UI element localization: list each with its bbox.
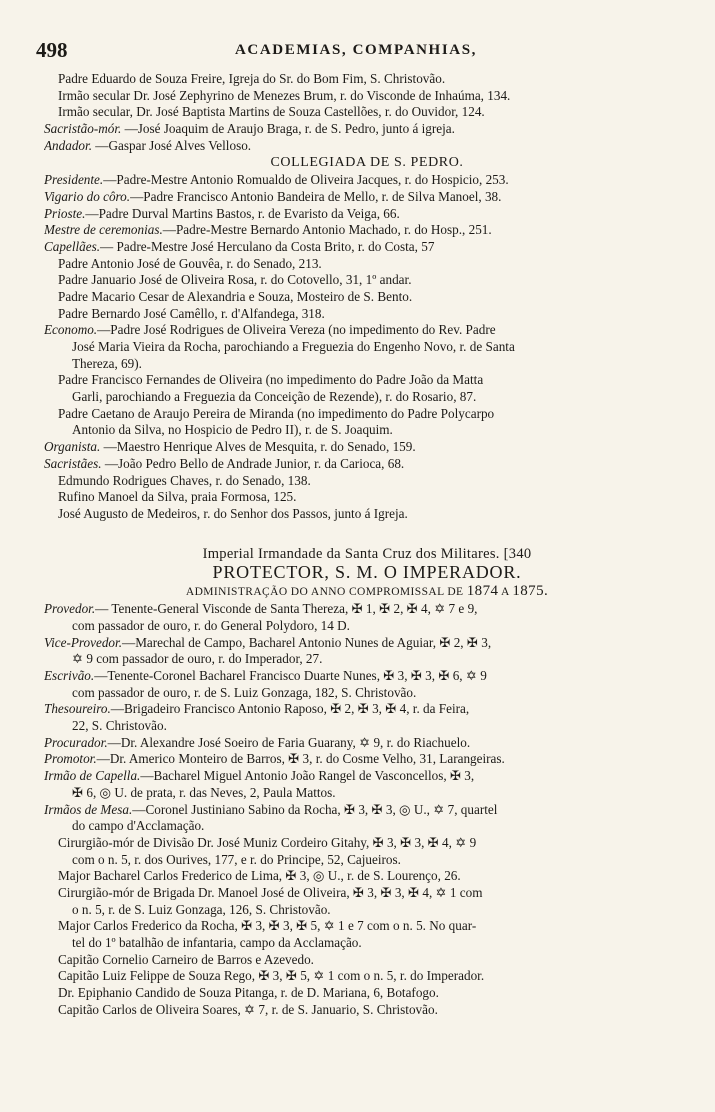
text-line xyxy=(44,701,690,718)
text-line xyxy=(44,918,690,935)
entry-text: ✠ 6, ◎ U. de prata, r. das Neves, 2, Paula Mattos. xyxy=(72,784,336,800)
entry-text: Antonio da Silva, no Hospicio de Pedro II), r. de S. Joaquim. xyxy=(72,422,393,438)
entry-label: Sacristão-mór. xyxy=(44,121,122,137)
entry-text: Padre Francisco Fernandes de Oliveira (no impedimento do Padre João da Matta xyxy=(58,372,484,388)
entry-label: Prioste. xyxy=(44,205,86,221)
entry-text: —Brigadeiro Francisco Antonio Raposo, ✠ 2, ✠ 3, ✠ 4, r. da Feira, xyxy=(110,701,470,717)
entry-text: —Bacharel Miguel Antonio João Rangel de Vasconcellos, ✠ 3, xyxy=(140,768,475,784)
page-number: 498 xyxy=(36,38,68,62)
entry-text: Major Bacharel Carlos Frederico de Lima, ✠ 3, ◎ U., r. de S. Lourenço, 26. xyxy=(58,868,461,884)
section-title-protector: PROTECTOR, S. M. O IMPERADOR. xyxy=(212,562,522,583)
entry-label: Economo. xyxy=(44,322,98,338)
text-line xyxy=(44,256,690,273)
text-line xyxy=(44,868,690,885)
entry-text: Cirurgião-mór de Divisão Dr. José Muniz Cordeiro Gitahy, ✠ 3, ✠ 3, ✠ 4, ✡ 9 xyxy=(58,834,477,850)
entry-label: Mestre de ceremonias. xyxy=(44,222,163,238)
entry-text: Padre Macario Cesar de Alexandria e Souza, Mosteiro de S. Bento. xyxy=(58,288,413,304)
entry-text: Garli, parochiando a Freguezia da Conceição de Rezende), r. do Rosario, 87. xyxy=(72,389,477,405)
entry-label: Thesoureiro. xyxy=(44,701,111,717)
text-line xyxy=(44,952,690,969)
entry-text: —Padre José Rodrigues de Oliveira Vereza (no impedimento do Rev. Padre xyxy=(97,322,496,338)
administration-year-start: 1874 xyxy=(466,583,499,600)
entry-text: —Coronel Justiniano Sabino da Rocha, ✠ 3, ✠ 3, ◎ U., ✡ 7, quartel xyxy=(132,801,498,817)
entry-text: com passador de ouro, r. do General Polydoro, 14 D. xyxy=(72,617,350,633)
entries-block-1 xyxy=(44,71,690,154)
entry-label: Provedor. xyxy=(44,601,96,617)
entry-label: Organista. xyxy=(44,439,101,455)
page-header xyxy=(36,36,676,64)
text-line xyxy=(44,473,690,490)
entry-text: —Marechal de Campo, Bacharel Antonio Nunes de Aguiar, ✠ 2, ✠ 3, xyxy=(122,634,492,650)
text-line xyxy=(44,618,690,635)
text-line xyxy=(44,206,690,223)
entry-text: com passador de ouro, r. de S. Luiz Gonzaga, 182, S. Christovão. xyxy=(72,684,417,700)
entry-text: Padre Bernardo José Camêllo, r. d'Alfandega, 318. xyxy=(58,305,325,321)
text-line xyxy=(44,422,690,439)
text-line xyxy=(44,121,690,138)
text-line xyxy=(44,751,690,768)
text-line xyxy=(44,406,690,423)
entry-text: — Tenente-General Visconde de Santa Thereza, ✠ 1, ✠ 2, ✠ 4, ✡ 7 e 9, xyxy=(95,601,478,617)
entry-text: Padre Antonio José de Gouvêa, r. do Senado, 213. xyxy=(58,255,322,271)
entry-label: Vice-Provedor. xyxy=(44,634,122,650)
text-line xyxy=(44,222,690,239)
text-line xyxy=(44,968,690,985)
text-line xyxy=(44,818,690,835)
running-title: ACADEMIAS, COMPANHIAS, xyxy=(234,42,477,58)
administration-year-end: 1875. xyxy=(512,583,549,600)
entry-label: Escrivão. xyxy=(44,668,95,683)
entries-block-2 xyxy=(44,172,690,522)
entry-label: Irmãos de Mesa. xyxy=(44,801,133,817)
entry-text: —João Pedro Bello de Andrade Junior, r. da Carioca, 68. xyxy=(101,455,405,471)
text-line xyxy=(44,668,690,685)
entry-text: — Padre-Mestre José Herculano da Costa Brito, r. do Costa, 57 xyxy=(100,238,435,254)
text-line xyxy=(44,506,690,523)
entry-text: Capitão Carlos de Oliveira Soares, ✡ 7, r. de S. Januario, S. Christovão. xyxy=(58,1001,438,1017)
entry-text: Capitão Cornelio Carneiro de Barros e Azevedo. xyxy=(58,951,314,967)
text-line xyxy=(44,189,690,206)
text-line xyxy=(44,439,690,456)
entry-label: Irmão de Capella. xyxy=(44,768,141,784)
text-line xyxy=(44,635,690,652)
entry-text: —Padre Durval Martins Bastos, r. de Evaristo da Veiga, 66. xyxy=(85,205,400,221)
section-title-administracao xyxy=(44,582,690,601)
text-line xyxy=(44,852,690,869)
text-line xyxy=(44,685,690,702)
text-line xyxy=(44,389,690,406)
text-line xyxy=(44,138,690,155)
entry-text: com o n. 5, r. dos Ourives, 177, e r. do Principe, 52, Cajueiros. xyxy=(72,851,401,867)
entry-text: —Gaspar José Alves Velloso. xyxy=(92,137,252,153)
text-line xyxy=(44,718,690,735)
entry-label: Capellães. xyxy=(44,238,101,254)
text-line xyxy=(44,601,690,618)
text-line xyxy=(44,835,690,852)
text-line xyxy=(44,802,690,819)
administration-prefix: ADMINISTRAÇÃO DO ANNO COMPROMISSAL DE xyxy=(185,586,467,599)
entry-label: Andador. xyxy=(44,137,92,153)
entry-text: Dr. Epiphanio Candido de Souza Pitanga, r. de D. Mariana, 6, Botafogo. xyxy=(58,985,439,1001)
entry-text: —Dr. Alexandre José Soeiro de Faria Guarany, ✡ 9, r. do Riachuelo. xyxy=(107,734,471,750)
text-line xyxy=(44,272,690,289)
entry-text: Irmão secular Dr. José Zephyrino de Menezes Brum, r. do Visconde de Inhaúma, 134. xyxy=(58,87,511,103)
entry-text: —José Joaquim de Araujo Braga, r. de S. Pedro, junto á igreja. xyxy=(121,121,455,137)
entry-text: 22, S. Christovão. xyxy=(72,718,167,734)
entry-text: Padre Caetano de Araujo Pereira de Miranda (no impedimento do Padre Polycarpo xyxy=(58,405,495,421)
text-line xyxy=(44,306,690,323)
entry-text: o n. 5, r. de S. Luiz Gonzaga, 126, S. Christovão. xyxy=(72,901,331,917)
section-title-irmandade: Imperial Irmandade da Santa Cruz dos Militares. [340 xyxy=(202,545,532,562)
text-line xyxy=(44,356,690,373)
entry-label: Promotor. xyxy=(44,751,97,767)
entry-text: —Padre-Mestre Bernardo Antonio Machado, r. do Hosp., 251. xyxy=(162,222,492,238)
entry-text: Rufino Manoel da Silva, praia Formosa, 125. xyxy=(58,489,297,505)
entry-text: tel do 1º batalhão de infantaria, campo da Acclamação. xyxy=(72,935,362,950)
text-line xyxy=(44,768,690,785)
entry-text: —Maestro Henrique Alves de Mesquita, r. do Senado, 159. xyxy=(100,439,416,455)
text-line xyxy=(44,239,690,256)
text-line xyxy=(44,172,690,189)
entry-text: —Padre-Mestre Antonio Romualdo de Oliveira Jacques, r. do Hospicio, 253. xyxy=(103,172,509,188)
text-line xyxy=(44,104,690,121)
entry-label: Vigario do côro. xyxy=(44,188,131,204)
administration-connector: A xyxy=(498,586,513,599)
text-line xyxy=(44,456,690,473)
entry-text: Major Carlos Frederico da Rocha, ✠ 3, ✠ 3, ✠ 5, ✡ 1 e 7 com o n. 5. No quar- xyxy=(58,918,477,934)
entry-label: Presidente. xyxy=(44,172,104,188)
text-line xyxy=(44,985,690,1002)
entry-text: Irmão secular, Dr. José Baptista Martins de Souza Castellões, r. do Ouvidor, 124. xyxy=(58,104,485,120)
entry-text: ✡ 9 com passador de ouro, r. do Imperador, 27. xyxy=(72,651,323,667)
text-line xyxy=(44,372,690,389)
text-line xyxy=(44,651,690,668)
entry-text: Cirurgião-mór de Brigada Dr. Manoel José de Oliveira, ✠ 3, ✠ 3, ✠ 4, ✡ 1 com xyxy=(58,884,483,900)
text-line xyxy=(44,735,690,752)
text-line xyxy=(44,885,690,902)
entry-text: Capitão Luiz Felippe de Souza Rego, ✠ 3, ✠ 5, ✡ 1 com o n. 5, r. do Imperador. xyxy=(58,968,485,984)
text-line xyxy=(44,1002,690,1019)
entry-text: José Augusto de Medeiros, r. do Senhor dos Passos, junto á Igreja. xyxy=(58,505,408,521)
entry-text: —Dr. Americo Monteiro de Barros, ✠ 3, r. do Cosme Velho, 31, Larangeiras. xyxy=(96,751,505,767)
entry-text: Edmundo Rodrigues Chaves, r. do Senado, 138. xyxy=(58,472,311,488)
entry-text: Padre Eduardo de Souza Freire, Igreja do Sr. do Bom Fim, S. Christovão. xyxy=(58,71,446,86)
entry-label: Sacristães. xyxy=(44,455,102,471)
text-line xyxy=(44,339,690,356)
text-line xyxy=(44,88,690,105)
entry-text: José Maria Vieira da Rocha, parochiando a Freguezia do Engenho Novo, r. de Santa xyxy=(72,339,515,354)
entry-text: Padre Januario José de Oliveira Rosa, r. do Cotovello, 31, 1º andar. xyxy=(58,272,412,288)
entry-text: —Padre Francisco Antonio Bandeira de Mello, r. de Silva Manoel, 38. xyxy=(130,188,502,204)
text-line xyxy=(44,902,690,919)
entry-text: Thereza, 69). xyxy=(72,355,142,371)
entry-text: —Tenente-Coronel Bacharel Francisco Duarte Nunes, ✠ 3, ✠ 3, ✠ 6, ✡ 9 xyxy=(94,668,487,683)
text-line xyxy=(44,71,690,88)
text-line xyxy=(44,935,690,952)
text-line xyxy=(44,322,690,339)
text-line xyxy=(44,785,690,802)
section-title-collegiada: COLLEGIADA DE S. PEDRO. xyxy=(270,155,464,171)
text-line xyxy=(44,489,690,506)
entries-block-3 xyxy=(44,601,690,1018)
entry-text: do campo d'Acclamação. xyxy=(72,818,205,834)
page-body xyxy=(44,71,690,1018)
entry-label: Procurador. xyxy=(44,734,108,750)
text-line xyxy=(44,289,690,306)
